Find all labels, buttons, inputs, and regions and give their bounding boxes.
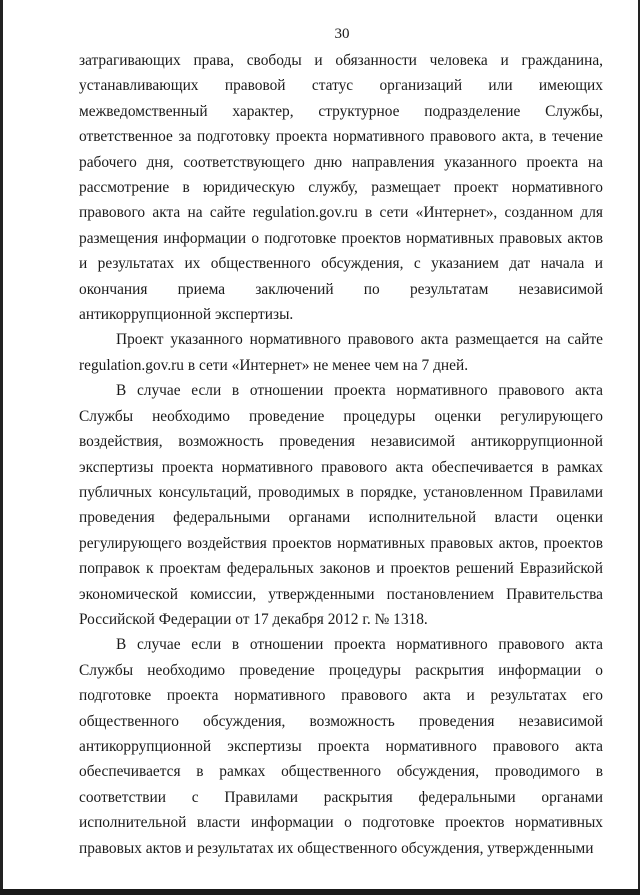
paragraph-continuation: затрагивающих права, свободы и обязанности человека и гражданина, устанавливающих правовой статус организаций или имеющих межведомственный характер, структурное подразделение Службы, ответственное за подготовку проекта нормативного правового акта, в течение рабочего дня, соответствующего дню направления указанного проекта на рассмотрение в юридическую службу, размещает проект нормативного правового акта на сайте regulation.gov.ru в сети «Интернет», созданном для размещения информации о подготовке проектов нормативных правовых актов и результатах их общественного обсуждения, с указанием дат начала и окончания приема заключений по результатам независимой антикоррупционной экспертизы. bbox=[79, 52, 603, 324]
paragraph-posting-period: Проект указанного нормативного правового акта размещается на сайте regulation.gov.ru в сети «Интернет» не менее чем на 7 дней. bbox=[79, 331, 603, 374]
body-text bbox=[79, 48, 603, 861]
page-number: 30 bbox=[334, 26, 350, 42]
scan-edge-left bbox=[0, 0, 3, 895]
paragraph-regulatory-impact: В случае если в отношении проекта нормативного правового акта Службы необходимо проведение процедуры оценки регулирующего воздействия, возможность проведения независимой антикоррупционной экспертизы проекта нормативного правового акта обеспечивается в рамках публичных консультаций, проводимых в порядке, установленном Правилами проведения федеральными органами исполнительной власти оценки регулирующего воздействия проектов нормативных правовых актов, проектов поправок к проектам федеральных законов и проектов решений Евразийской экономической комиссии, утвержденными постановлением Правительства Российской Федерации от 17 декабря 2012 г. № 1318. bbox=[79, 382, 603, 628]
scan-edge-bottom bbox=[0, 889, 640, 895]
paragraph-information-disclosure: В случае если в отношении проекта нормативного правового акта Службы необходимо проведение процедуры раскрытия информации о подготовке проекта нормативного правового акта и результатах его общественного обсуждения, возможность проведения независимой антикоррупционной экспертизы проекта нормативного правового акта обеспечивается в рамках общественного обсуждения, проводимого в соответствии с Правилами раскрытия федеральными органами исполнительной власти информации о подготовке проектов нормативных правовых актов и результатах их общественного обсуждения, утвержденными bbox=[79, 636, 603, 857]
